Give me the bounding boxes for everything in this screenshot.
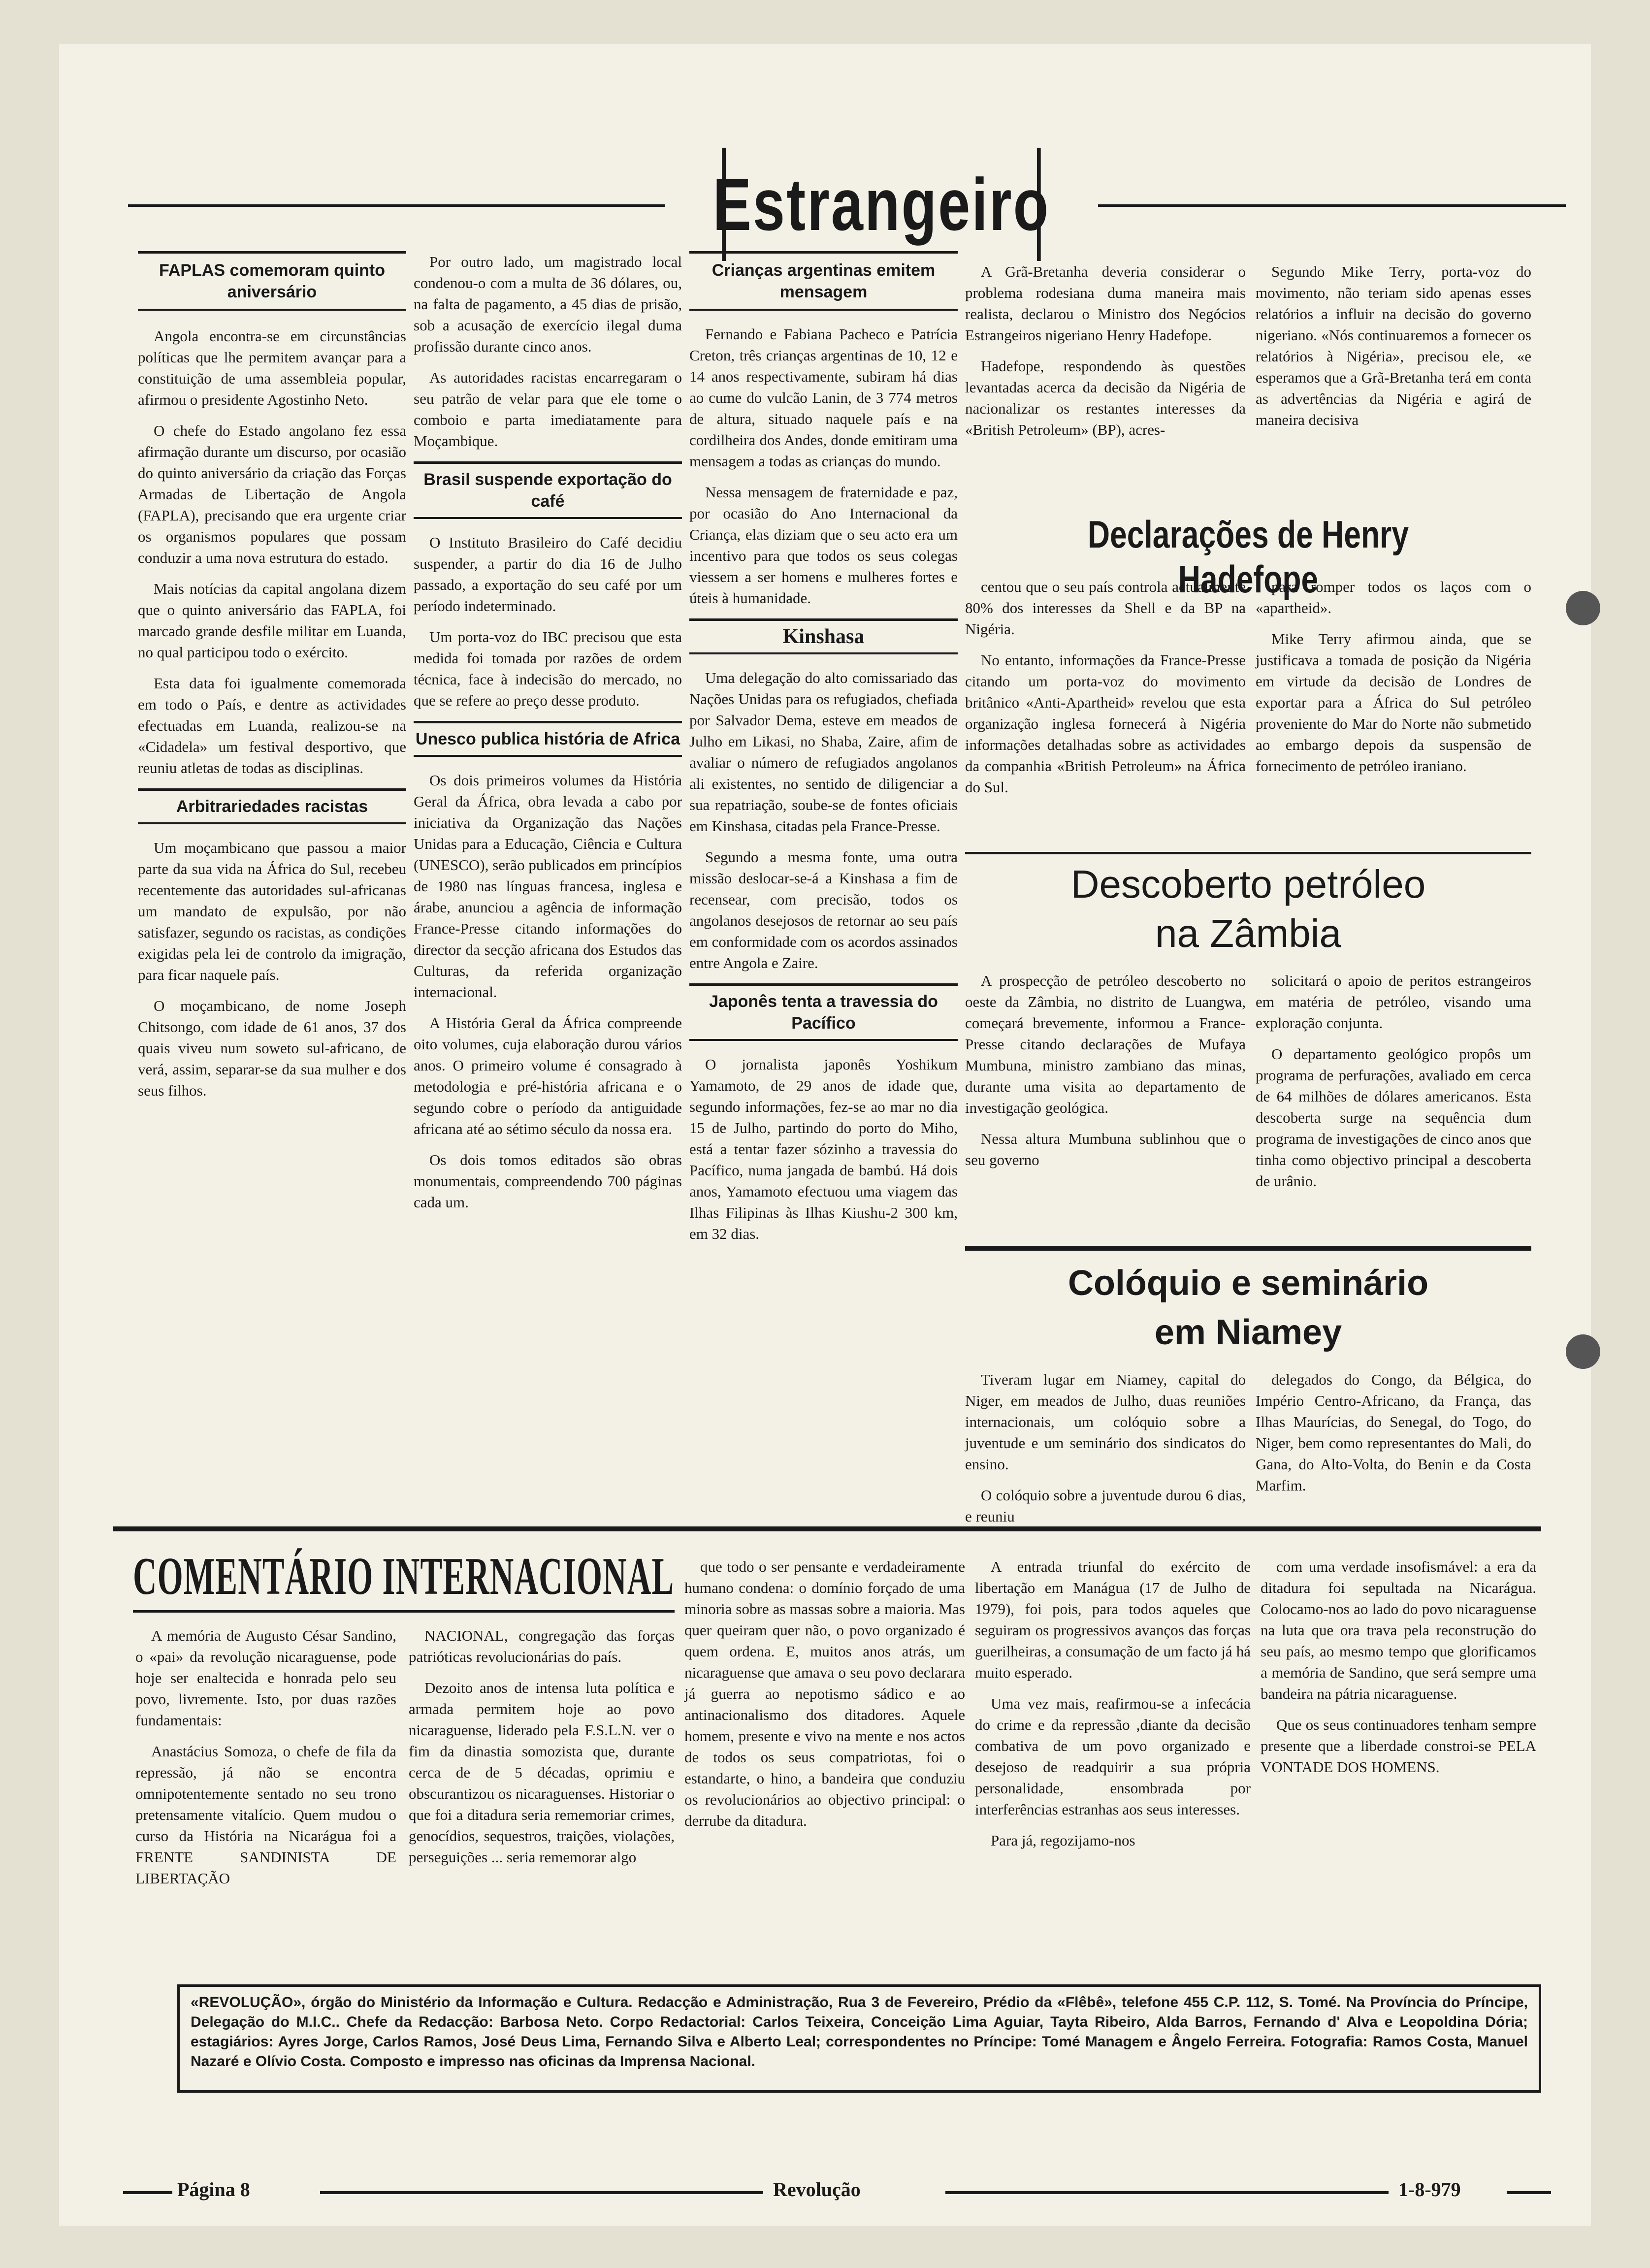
paragraph: Os dois primeiros volumes da História Geral da África, obra levada a cabo por iniciativa da Organização das Nações Unidas para a Educação, Ciência e Cultura (UNESCO), serão publicados em princípios de 1980 nas línguas francesa, inglesa e árabe, anunciou a agência de informação France-Presse citando informações do director da secção africana dos Estudos das Culturas, da referida organização internacional.	[414, 772, 682, 1001]
zambia-col-a	[965, 970, 1246, 1180]
headline-criancas: Crianças argentinas emitem mensagem	[712, 261, 936, 301]
paragraph: A Grã-Bretanha deveria considerar o problema rodesiana duma maneira mais realista, declarou o Ministro dos Negócios Estrangeiros nigeriano Henry Hadefope.	[965, 263, 1246, 344]
paragraph: A História Geral da África compreende oito volumes, cuja elaboração durou vários anos. O primeiro volume é consagrado à metodologia e pré-história africana e o segundo cobre o período da antiguidade africana até ao sétimo século da nossa era.	[414, 1014, 682, 1137]
paragraph: O departamento geológico propôs um programa de perfurações, avaliado em cerca de 64 milhões de dólares americanos. Esta descoberta surge na sequência dum programa de investigações de cinco anos que tinha como objectivo principal a descoberta de urânio.	[1256, 1045, 1531, 1190]
paragraph: A memória de Augusto César Sandino, o «pai» da revolução nicaraguense, pode hoje ser enaltecida e honrada pelo seu povo, livremente. Isto, por duas razões fundamentais:	[135, 1627, 396, 1729]
paragraph: Os dois tomos editados são obras monumentais, compreendendo 700 páginas cada um.	[414, 1151, 682, 1211]
niamey-title-1: Colóquio e seminário	[1068, 1264, 1429, 1303]
paragraph: que todo o ser pensante e verdadeiramente humano condena: o domínio forçado de uma minoria sobre as massas sobre a maioria. Mas quer queiram quer não, o povo organizado é quem ordena. E, muitos anos atrás, um nicaraguense que amava o seu povo declarara já guerra ao nepotismo sádico e ao antinacionalismo dos ditadores. Aquele homem, presente e vivo na mente e nos actos de todos os seus compatriotas, foi o estandarte, o hino, a bandeira que conduziu os revolucionários ao objectivo principal: o derrube da ditadura.	[684, 1558, 965, 1829]
paragraph: Um porta-voz do IBC precisou que esta medida foi tomada por razões de ordem técnica, face à indecisão do mercado, no que se refere ao preço desse produto.	[414, 628, 682, 709]
zambia-col-b	[1256, 970, 1531, 1201]
niamey-col-a	[965, 1369, 1246, 1537]
paragraph: com uma verdade insofismável: a era da ditadura foi sepultada na Nicarágua. Colocamo-nos ao lado do povo nicaraguense na luta que ora trava pela reconstrução do seu país, ao mesmo tempo que glorificamos a memória de Sandino, que será sempre uma bandeira na pátria nicaraguense.	[1261, 1558, 1536, 1702]
comentario-col-5	[1261, 1556, 1536, 1787]
paragraph: Angola encontra-se em circunstâncias políticas que lhe permitem avançar para a constituição de uma assembleia popular, afirmou o presidente Agostinho Neto.	[138, 327, 406, 408]
paragraph: Fernando e Fabiana Pacheco e Patrícia Creton, três crianças argentinas de 10, 12 e 14 anos respectivamente, subiram há dias ao cume do vulcão Lanin, de 3 774 metros de altura, situado naquele país e na cordilheira dos Andes, donde emitiram uma mensagem a todas as crianças do mundo.	[689, 325, 958, 470]
zambia-title-1: Descoberto petróleo	[1070, 862, 1426, 906]
niamey-title-2: em Niamey	[1154, 1313, 1342, 1352]
hadefope-col-d	[1256, 576, 1531, 786]
zambia-title-2: na Zâmbia	[1155, 911, 1341, 955]
paragraph: Segundo a mesma fonte, uma outra missão deslocar-se-á a Kinshasa a fim de recensear, com precisão, todos os angolanos desejosos de retornar ao seu país em conformidade com os acordos assinados entre Angola e Zaire.	[689, 848, 958, 972]
headline-kinshasa: Kinshasa	[782, 625, 865, 648]
comentario-col-2	[409, 1625, 675, 1878]
paragraph: O Instituto Brasileiro do Café decidiu suspender, a partir do dia 16 de Julho passado, a exportação do seu café por um período indeterminado.	[414, 534, 682, 615]
hadefope-col-a	[965, 261, 1246, 450]
paragraph: A prospecção de petróleo descoberto no oeste da Zâmbia, no distrito de Luangwa, começará brevemente, informou a France-Presse citando declarações de Mufaya Mumbuna, ministro zambiano das minas, durante uma visita ao departamento de investigação geológica.	[965, 972, 1246, 1116]
hadefope-col-b	[1256, 261, 1531, 440]
paragraph: O jornalista japonês Yoshikum Yamamoto, de 29 anos de idade que, segundo informações, fez-se ao mar no dia 15 de Julho, partindo do porto do Miho, está a tentar fazer sózinho a travessia do Pacífico, numa jangada de bambú. Há dois anos, Yamamoto efectuou uma viagem das Ilhas Filipinas às Ilhas Kiushu-2 300 km, em 32 dias.	[689, 1056, 958, 1242]
paragraph: NACIONAL, congregação das forças patrióticas revolucionárias do país.	[409, 1627, 675, 1665]
hadefope-title: Declarações de Henry Hadefope	[1087, 513, 1409, 601]
column-1	[138, 251, 406, 1111]
section-title: Estrangeiro	[722, 148, 1040, 261]
paragraph: Que os seus continuadores tenham sempre presente que a liberdade constroi-se PELA VONTADE DOS HOMENS.	[1261, 1716, 1536, 1776]
punch-hole	[1566, 591, 1600, 625]
paragraph: Anastácius Somoza, o chefe de fila da repressão, já não se encontra omnipotentemente sentado no seu trono pretensamente vitalício. Quem mudou o curso da História na Nicarágua foi a FRENTE SANDINISTA DE LIBERTAÇÃO	[135, 1743, 396, 1887]
paragraph: Segundo Mike Terry, porta-voz do movimento, não teriam sido apenas esses relatórios a influir na decisão do governo nigeriano. «Nós continuaremos a fornecer os relatórios à Nigéria», precisou ele, «e esperamos que a Grã-Bretanha terá em conta as advertências da Nigéria e agirá de maneira decisiva	[1256, 263, 1531, 428]
paragraph: Uma vez mais, reafirmou-se a infecácia do crime e da repressão ,diante da decisão combativa de um povo organizado e desejoso de readquirir a sua própria personalidade, ensombrada por interferências estranhas aos seus interesses.	[975, 1695, 1251, 1818]
paragraph: Dezoito anos de intensa luta política e armada permitem hoje ao povo nicaraguense, liderado pela F.S.L.N. ver o fim da dinastia somozista que, durante cerca de de 5 décadas, oprimiu e obscurantizou os nicaraguenses. Historiar o que foi a ditadura seria rememoriar crimes, genocídios, sequestros, traições, violações, perseguições ... seria rememorar algo	[409, 1679, 675, 1866]
paragraph: Mais notícias da capital angolana dizem que o quinto aniversário das FAPLA, foi marcado grande desfile militar em Luanda, no qual participou todo o exército.	[138, 580, 406, 661]
paragraph: O colóquio sobre a juventude durou 6 dias, e reuniu	[965, 1487, 1246, 1525]
hadefope-col-c	[965, 576, 1246, 808]
footer-paper: Revolução	[773, 2178, 861, 2201]
headline-arbitrariedades: Arbitrariedades racistas	[176, 797, 368, 816]
paragraph: Hadefope, respondendo às questões levantadas acerca da decisão da Nigéria de nacionalizar os restantes interesses da «British Petroleum» (BP), acres-	[965, 357, 1246, 438]
paragraph: delegados do Congo, da Bélgica, do Império Centro-Africano, da França, das Ilhas Maurícias, do Senegal, do Togo, do Niger, bem como representantes do Mali, do Gana, do Alto-Volta, do Benin e da Costa Marfim.	[1256, 1371, 1531, 1494]
paragraph: centou que o seu país controla actualmente 80% dos interesses da Shell e da BP na Nigéria.	[965, 578, 1246, 638]
paragraph: Esta data foi igualmente comemorada em todo o País, e dentre as actividades efectuadas em Luanda, realizou-se na «Cidadela» um festival desportivo, que reuniu atletas de todas as disciplinas.	[138, 675, 406, 777]
paragraph: Para já, regozijamo-nos	[991, 1832, 1135, 1849]
paragraph: Por outro lado, um magistrado local condenou-o com a multa de 36 dólares, ou, na falta de pagamento, a 45 dias de prisão, sob a acusação de exercício ilegal duma profissão durante cinco anos.	[414, 253, 682, 355]
paragraph: Nessa mensagem de fraternidade e paz, por ocasião do Ano Internacional da Criança, elas diziam que o seu acto era um incentivo para que todos os seus colegas viessem a ser homens e mulheres fortes e úteis à humanidade.	[689, 484, 958, 607]
punch-hole	[1566, 1334, 1600, 1369]
footer-page: Página 8	[177, 2178, 250, 2201]
column-2	[414, 251, 682, 1223]
paragraph: Um moçambicano que passou a maior parte da sua vida na África do Sul, recebeu recentemente das autoridades sul-africanas um mandato de expulsão, por não satisfazer, segundo os racistas, as condições exigidas pela lei de controlo da imigração, para ficar naquele país.	[138, 839, 406, 983]
paragraph: Nessa altura Mumbuna sublinhou que o seu governo	[965, 1130, 1246, 1168]
headline-unesco: Unesco publica história de Africa	[415, 730, 680, 748]
column-3	[689, 251, 958, 1254]
paragraph: O moçambicano, de nome Joseph Chitsongo, com idade de 61 anos, 37 dos quais viveu num soweto sul-africano, de verá, assim, separar-se da sua mulher e dos seus filhos.	[138, 997, 406, 1099]
headline-japones: Japonês tenta a travessia do Pacífico	[709, 992, 938, 1033]
paragraph: Mike Terry afirmou ainda, que se justificava a tomada de posição da Nigéria em virtude da decisão de Londres de exportar para a África do Sul petróleo proveniente do Mar do Norte não submetido ao embargo depois da suspensão de fornecimento de petróleo iraniano.	[1256, 630, 1531, 775]
masthead: «REVOLUÇÃO», órgão do Ministério da Informação e Cultura. Redacção e Administração, Rua 3 de Fevereiro, Prédio da «Flêbê», telefone 455 C.P. 112, S. Tomé. Na Província do Príncipe, Delegação do M.I.C.. Chefe da Redacção: Barbosa Neto. Corpo Redactorial: Carlos Teixeira, Conceição Lima Aguiar, Tayta Ribeiro, Alda Barros, Fernando d' Alva e Leopoldina Dória; estagiários: Ayres Jorge, Carlos Ramos, José Deus Lima, Fernando Silva e Alberto Leal; correspondentes no Príncipe: Tomé Managem e Ângelo Ferreira. Fotografia: Ramos Costa, Manuel Nazaré e Olívio Costa. Composto e impresso nas oficinas da Imprensa Nacional.	[177, 1984, 1541, 2093]
headline-faplas: FAPLAS comemoram quinto aniversário	[159, 261, 386, 301]
comentario-title: COMENTÁRIO INTERNACIONAL	[133, 1547, 675, 1606]
paragraph: para romper todos os laços com o «apartheid».	[1256, 578, 1531, 616]
paragraph: As autoridades racistas encarregaram o seu patrão de velar para que ele tome o comboio e parta imediatamente para Moçambique.	[414, 369, 682, 450]
niamey-col-b	[1256, 1369, 1531, 1506]
newspaper-page	[59, 44, 1591, 2226]
paragraph: A entrada triunfal do exército de libertação em Manágua (17 de Julho de 1979), foi pois, para todos aqueles que seguiram os progressivos avanços das forças guerilheiras, a consumação de um facto já há muito esperado.	[975, 1558, 1251, 1681]
paragraph: No entanto, informações da France-Presse citando um porta-voz do movimento britânico «Anti-Apartheid» revelou que esta organização inglesa fornecerá à Nigéria informações detalhadas sobre as actividades da companhia «British Petroleum» na África do Sul.	[965, 651, 1246, 796]
comentario-col-4	[975, 1556, 1251, 1861]
comentario-col-3	[684, 1556, 965, 1841]
headline-brasil: Brasil suspende exportação do café	[423, 470, 672, 511]
paragraph: solicitará o apoio de peritos estrangeiros em matéria de petróleo, visando uma exploração conjunta.	[1256, 972, 1531, 1032]
comentario-col-1	[135, 1625, 396, 1899]
paragraph: O chefe do Estado angolano fez essa afirmação durante um discurso, por ocasião do quinto aniversário da criação das Forças Armadas de Libertação de Angola (FAPLA), precisando que era urgente criar os organismos populares que possam conduzir a uma nova estrutura do estado.	[138, 422, 406, 566]
paragraph: Uma delegação do alto comissariado das Nações Unidas para os refugiados, chefiada por Salvador Dema, esteve em meados de Julho em Likasi, no Shaba, Zaire, afim de avaliar o número de refugiados angolanos ali existentes, no sentido de diligenciar a sua repatriação, soube-se de fontes oficiais em Kinshasa, citadas pela France-Presse.	[689, 669, 958, 835]
footer-date: 1-8-979	[1398, 2178, 1461, 2201]
paragraph: Tiveram lugar em Niamey, capital do Niger, em meados de Julho, duas reuniões internacionais, um colóquio sobre a juventude e um seminário dos sindicatos do ensino.	[965, 1371, 1246, 1473]
